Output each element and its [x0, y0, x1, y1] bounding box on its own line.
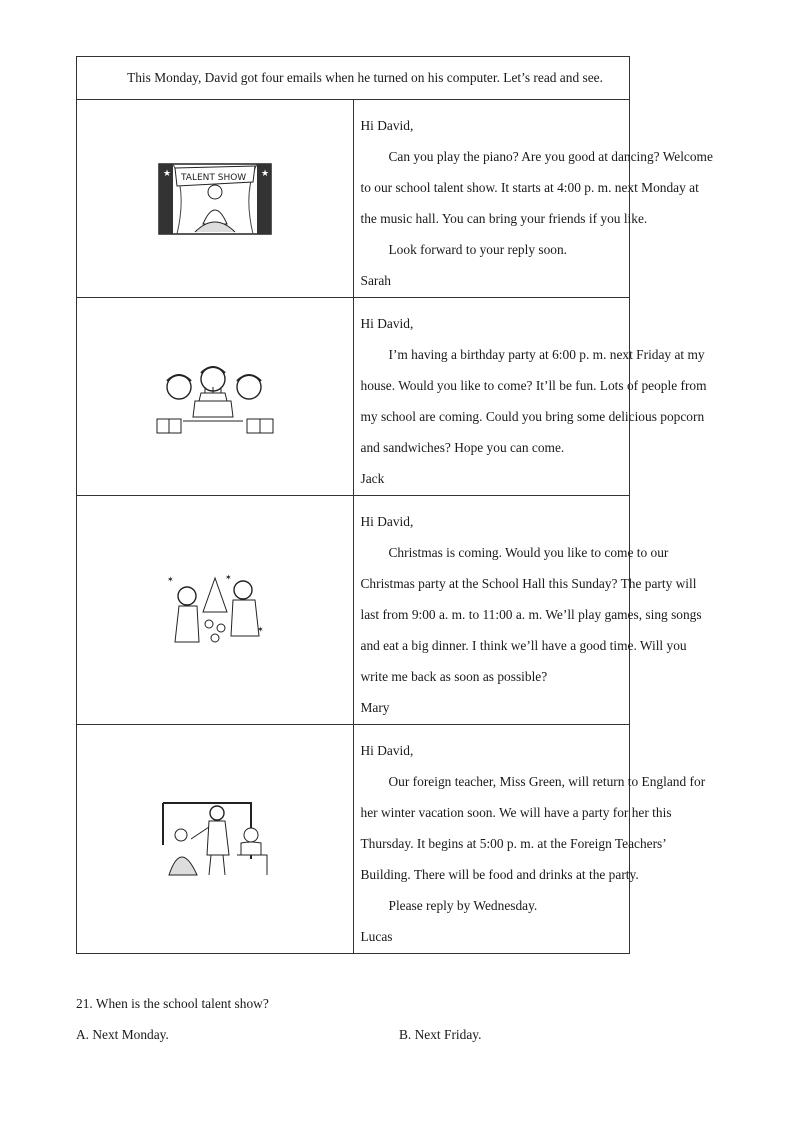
email-body-lucas	[353, 725, 706, 954]
email-line: Can you play the piano? Are you good at dancing? Welcome	[388, 149, 713, 164]
svg-text:✶: ✶	[256, 625, 264, 634]
email-line: I’m having a birthday party at 6:00 p. m. next Friday at my	[388, 347, 705, 362]
email-signature: Sarah	[360, 273, 391, 288]
email-line: Please reply by Wednesday.	[388, 898, 538, 913]
email-picture-cell	[77, 725, 354, 954]
email-line: last from 9:00 a. m. to 11:00 a. m. We’ll play games, sing songs	[360, 607, 702, 622]
christmas-party-picture	[163, 572, 267, 648]
svg-text:✶: ✶	[224, 573, 232, 582]
email-line: write me back as soon as possible?	[360, 669, 548, 684]
email-line: Christmas is coming. Would you like to come to our	[388, 545, 669, 560]
email-line: my school are coming. Could you bring some delicious popcorn	[360, 409, 705, 424]
email-row-jack	[77, 298, 630, 496]
email-greeting: Hi David,	[360, 743, 414, 758]
email-greeting: Hi David,	[360, 514, 414, 529]
svg-text:★: ★	[260, 167, 269, 178]
email-signature: Mary	[360, 700, 390, 715]
email-body-mary	[353, 496, 702, 725]
email-picture-cell	[77, 496, 354, 725]
email-greeting: Hi David,	[360, 118, 414, 133]
email-body-jack	[353, 298, 707, 496]
emails-table	[76, 56, 713, 954]
email-table-container	[76, 56, 713, 954]
email-line: house. Would you like to come? It’ll be fun. Lots of people from	[360, 378, 707, 393]
svg-text:★: ★	[162, 167, 171, 178]
email-line: Christmas party at the School Hall this Sunday? The party will	[360, 576, 697, 591]
birthday-party-picture	[153, 357, 277, 437]
email-line: her winter vacation soon. We will have a party for her this	[360, 805, 672, 820]
email-line: to our school talent show. It starts at 4:00 p. m. next Monday at	[360, 180, 699, 195]
email-line: the music hall. You can bring your friends if you like.	[360, 211, 648, 226]
email-row-lucas	[77, 725, 630, 954]
email-picture-cell	[77, 298, 354, 496]
email-signature: Lucas	[360, 929, 393, 944]
option-a[interactable]: A. Next Monday.	[76, 1027, 169, 1042]
talent-show-picture	[157, 162, 273, 236]
email-line: and sandwiches? Hope you can come.	[360, 440, 565, 455]
email-line: Our foreign teacher, Miss Green, will return to England for	[388, 774, 706, 789]
teacher-party-picture	[161, 799, 269, 879]
email-line: Look forward to your reply soon.	[388, 242, 568, 257]
email-line: Building. There will be food and drinks at the party.	[360, 867, 639, 882]
talent-show-banner: TALENT SHOW	[180, 172, 246, 183]
email-row-mary	[77, 496, 630, 725]
email-greeting: Hi David,	[360, 316, 414, 331]
email-row-sarah	[77, 100, 630, 298]
email-line: and eat a big dinner. I think we’ll have a good time. Will you	[360, 638, 687, 653]
email-picture-cell	[77, 100, 354, 298]
intro-row	[77, 57, 630, 100]
email-body-sarah	[353, 100, 713, 298]
svg-text:✶: ✶	[166, 575, 174, 584]
intro-text: This Monday, David got four emails when he turned on his computer. Let’s read and see.	[77, 57, 630, 100]
email-signature: Jack	[360, 471, 385, 486]
question-21: 21. When is the school talent show?	[76, 996, 269, 1011]
option-b[interactable]: B. Next Friday.	[399, 1027, 482, 1042]
email-line: Thursday. It begins at 5:00 p. m. at the Foreign Teachers’	[360, 836, 667, 851]
